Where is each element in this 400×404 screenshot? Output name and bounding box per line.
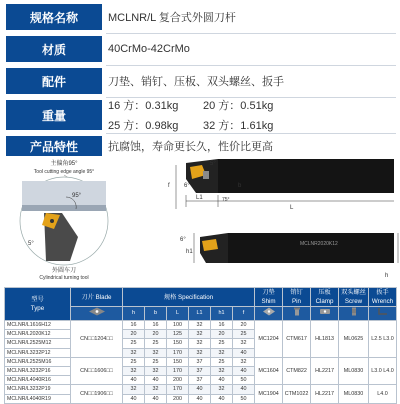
pin-icon (283, 307, 311, 321)
spec-cell: 32 (211, 348, 233, 357)
insert-icon (202, 239, 218, 251)
wrench-cell: L3.0 L4.0 (369, 357, 397, 385)
screw-cell: ML0830 (339, 385, 369, 403)
col-blade: 刀片 Blade (71, 288, 123, 307)
model-cell: MCLNR/L1616H12 (5, 321, 71, 330)
spec-label: 产品特性 (6, 136, 102, 156)
pin-cell: CTM617 (283, 321, 311, 358)
model-cell: MCLNR/L4040R16 (5, 376, 71, 385)
clamp-cell: HL2217 (311, 385, 339, 403)
shim-icon (255, 307, 283, 321)
specification-table (4, 287, 397, 404)
blade-cell: CN□□1906□□ (71, 385, 123, 403)
shim-cell: MC1204 (255, 321, 283, 358)
spec-cell: 20 (145, 330, 167, 339)
spec-cell: 40 (211, 394, 233, 403)
spec-cell: 40 (233, 348, 255, 357)
subheader: L (167, 307, 189, 321)
dim-l: L (290, 205, 294, 211)
dim-h1: h1 (186, 249, 193, 255)
wrench-icon (369, 307, 397, 321)
spec-cell: 50 (233, 376, 255, 385)
angle-title: 主偏角95° (50, 161, 78, 167)
holder-engraving: MCLNR2020K12 (300, 241, 338, 247)
spec-cell: 25 (211, 339, 233, 348)
angle-95: 95° (72, 193, 82, 199)
spec-cell: 40 (189, 394, 211, 403)
spec-value: 抗腐蚀，寿命更长久，性价比更高 (108, 141, 273, 153)
spec-value: 40CrMo-42CrMo (108, 43, 190, 55)
holder-side-shank (228, 233, 394, 263)
clamp-cell: HL1813 (311, 321, 339, 358)
spec-cell: 25 (233, 330, 255, 339)
spec-cell: 32 (123, 385, 145, 394)
col-model: 型号 Type (5, 288, 71, 321)
pin-cell: CTM1022 (283, 385, 311, 403)
dim-6b: 6° (180, 237, 186, 243)
subheader: h (123, 307, 145, 321)
model-cell: MCLNR/L3232P12 (5, 348, 71, 357)
model-cell: MCLNR/L3232P16 (5, 367, 71, 376)
spec-cell: 32 (233, 339, 255, 348)
spec-cell: 40 (145, 394, 167, 403)
wrench-cell: L2.5 L3.0 (369, 321, 397, 358)
spec-cell: 37 (189, 376, 211, 385)
screw-cell: ML0625 (339, 321, 369, 358)
angle-5: 5° (28, 241, 34, 247)
spec-cell: 200 (167, 394, 189, 403)
dim-6: 6° (184, 183, 190, 189)
spec-row (0, 100, 400, 130)
table-row (5, 385, 397, 394)
spec-cell: 32 (123, 348, 145, 357)
spec-cell: 25 (145, 357, 167, 366)
dim-5: 5° (210, 161, 216, 167)
col-shim: 刀垫 Shim (255, 288, 283, 307)
table-row (5, 357, 397, 366)
table-body (5, 321, 397, 404)
model-cell: MCLNR/L2525M16 (5, 357, 71, 366)
spec-cell: 125 (167, 330, 189, 339)
spec-cell: 37 (189, 357, 211, 366)
spec-cell: 32 (145, 348, 167, 357)
screw-icon (339, 307, 369, 321)
spec-cell: 32 (189, 348, 211, 357)
divider (106, 33, 396, 34)
spec-cell: 170 (167, 348, 189, 357)
col-screw: 双头螺丝 Screw (339, 288, 369, 307)
spec-cell: 40 (189, 385, 211, 394)
spec-cell: 32 (233, 357, 255, 366)
screw-cell: ML0830 (339, 357, 369, 385)
spec-cell: 40 (145, 376, 167, 385)
col-clamp: 压板 Clamp (311, 288, 339, 307)
spec-row (0, 36, 400, 62)
spec-cell: 37 (189, 367, 211, 376)
subheader: f (233, 307, 255, 321)
spec-cell: 32 (145, 385, 167, 394)
spec-value: MCLNR/L 复合式外圆刀杆 (108, 12, 236, 24)
spec-cell: 16 (123, 321, 145, 330)
spec-cell: 32 (211, 367, 233, 376)
dim-f: f (168, 183, 170, 189)
spec-cell: 16 (211, 321, 233, 330)
spec-cell: 40 (123, 376, 145, 385)
spec-cell: 40 (123, 394, 145, 403)
turning-tool-cn: 外圆车刀 (51, 268, 77, 274)
weight-item: 32 方：1.61kg (203, 120, 274, 132)
holder-top-view (168, 159, 394, 211)
spec-cell: 40 (233, 367, 255, 376)
subheader: b (145, 307, 167, 321)
dim-b: b (238, 183, 242, 189)
col-spec: 规格 Specification (123, 288, 255, 307)
holder-shank (218, 159, 394, 193)
spec-label: 材质 (6, 36, 102, 62)
model-cell: MCLNR/L2020K12 (5, 330, 71, 339)
divider (106, 65, 396, 66)
spec-label: 规格名称 (6, 4, 102, 30)
spec-cell: 32 (123, 367, 145, 376)
angle-illustration (20, 159, 108, 281)
table-row (5, 321, 397, 330)
dim-l1: L1 (196, 195, 203, 201)
weight-item: 20 方：0.51kg (203, 100, 274, 112)
model-cell: MCLNR/L4040R19 (5, 394, 71, 403)
shim-cell: MC1604 (255, 357, 283, 385)
spec-cell: 25 (145, 339, 167, 348)
spec-cell: 20 (233, 321, 255, 330)
spec-cell: 50 (233, 394, 255, 403)
spec-cell: 40 (211, 376, 233, 385)
spec-cell: 100 (167, 321, 189, 330)
spec-cell: 32 (189, 321, 211, 330)
blade-cell: CN□□1606□□ (71, 357, 123, 385)
subheader: L1 (189, 307, 211, 321)
spec-cell: 25 (123, 357, 145, 366)
weight-item: 16 方：0.31kg (108, 100, 179, 112)
spec-cell: 32 (211, 385, 233, 394)
spec-cell: 170 (167, 367, 189, 376)
angle-subtitle: Tool cutting edge angle 95° (33, 169, 95, 175)
spec-label: 重量 (6, 100, 102, 130)
spec-cell: 40 (233, 385, 255, 394)
spec-row (0, 136, 400, 156)
weight-values (108, 100, 396, 130)
spec-cell: 200 (167, 376, 189, 385)
turning-tool-en: Cylindrical turning tool (39, 275, 89, 281)
dim-75: 75° (222, 197, 230, 203)
col-pin: 销钉 Pin (283, 288, 311, 307)
spec-cell: 32 (145, 367, 167, 376)
col-wrench: 扳手 Wrench (369, 288, 397, 307)
spec-cell: 150 (167, 339, 189, 348)
spec-value: 刀垫、销钉、压板、双头螺丝、扳手 (108, 76, 284, 88)
weight-item: 25 方：0.98kg (108, 120, 179, 132)
model-cell: MCLNR/L3232P19 (5, 385, 71, 394)
spec-cell: 25 (123, 339, 145, 348)
spec-cell: 170 (167, 385, 189, 394)
wrench-cell: L4.0 (369, 385, 397, 403)
spec-cell: 16 (145, 321, 167, 330)
technical-diagram (0, 157, 400, 287)
shim-cell: MC1904 (255, 385, 283, 403)
spec-label: 配件 (6, 68, 102, 94)
spec-row (0, 68, 400, 94)
blade-cell: CN□□1204□□ (71, 321, 123, 358)
spec-cell: 32 (189, 339, 211, 348)
spec-cell: 32 (189, 330, 211, 339)
spec-row (0, 4, 400, 30)
spec-cell: 25 (211, 357, 233, 366)
spec-cell: 150 (167, 357, 189, 366)
spec-cell: 20 (123, 330, 145, 339)
clamp-cell: HL2217 (311, 357, 339, 385)
dim-h: h (385, 273, 389, 279)
holder-side-view (180, 233, 398, 279)
model-cell: MCLNR/L2525M12 (5, 339, 71, 348)
divider (106, 133, 396, 134)
subheader: h1 (211, 307, 233, 321)
pin-cell: CTM822 (283, 357, 311, 385)
blade-icon (71, 307, 123, 321)
spec-cell: 20 (211, 330, 233, 339)
clamp-icon (311, 307, 339, 321)
